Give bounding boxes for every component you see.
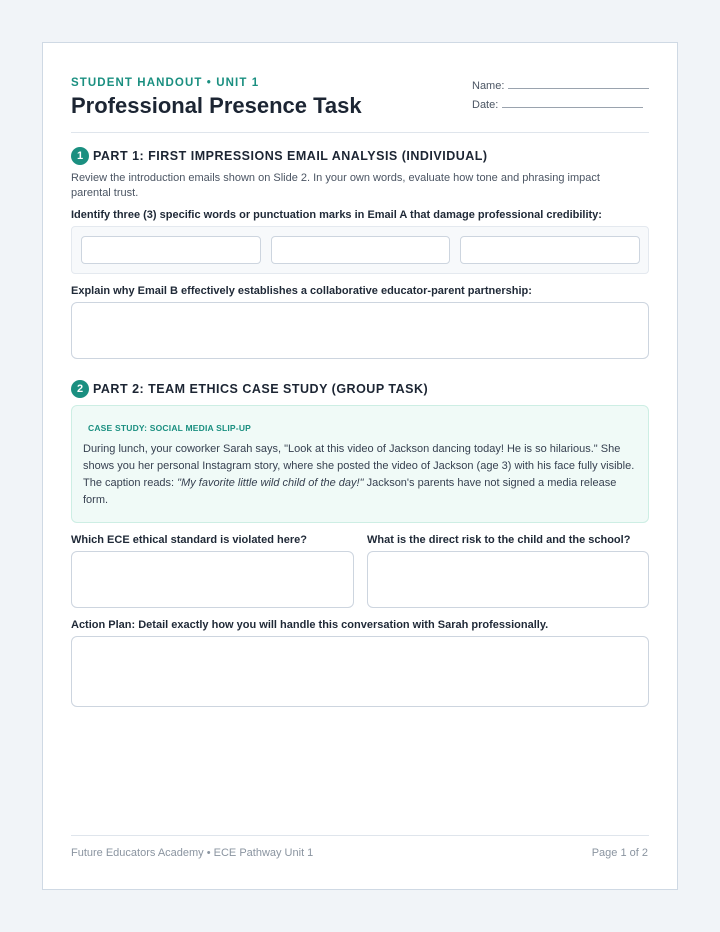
date-line[interactable] [502, 107, 643, 108]
case-study-text [83, 441, 639, 509]
page-title: Professional Presence Task [71, 93, 362, 118]
part2-number-badge: 2 [71, 380, 89, 398]
question-action-plan: Action Plan: Detail exactly how you will handle this conversation with Sarah professionally. [71, 619, 549, 631]
part1-intro: Review the introduction emails shown on Slide 2. In your own words, evaluate how tone and phrasing impact parental trust. [71, 172, 600, 199]
part1-number-badge: 1 [71, 147, 89, 165]
handout-kicker: STUDENT HANDOUT • UNIT 1 [71, 77, 260, 89]
name-field[interactable] [472, 80, 649, 92]
part1-heading [71, 147, 488, 165]
word-answer-3[interactable] [460, 236, 640, 264]
part1-question-words: Identify three (3) specific words or punctuation marks in Email A that damage professional credibility: [71, 209, 602, 221]
part1-question-email-b: Explain why Email B effectively establishes a collaborative educator-parent partnership: [71, 285, 532, 297]
direct-risk-answer-box[interactable] [367, 551, 649, 608]
case-study-label: CASE STUDY: SOCIAL MEDIA SLIP-UP [88, 423, 252, 433]
footer-divider [71, 835, 649, 836]
handout-page [42, 42, 678, 890]
question-direct-risk: What is the direct risk to the child and the school? [367, 534, 631, 546]
action-plan-answer-box[interactable] [71, 636, 649, 707]
header-divider [71, 132, 649, 133]
name-line[interactable] [508, 88, 649, 89]
email-b-answer-box[interactable] [71, 302, 649, 359]
case-text-part-2: Jackson's parents have not signed a media release form. [83, 477, 617, 506]
question-ethical-standard: Which ECE ethical standard is violated here? [71, 534, 307, 546]
part2-heading-text: PART 2: TEAM ETHICS CASE STUDY (GROUP TASK) [93, 382, 429, 396]
case-text-part-1: During lunch, your coworker Sarah says, "Look at this video of Jackson dancing today! He is so hilarious." She shows you her personal Instagram story, where she posted the video of Jackson (age 3) with his face fully visible. The caption reads: [83, 443, 635, 489]
word-answer-1[interactable] [81, 236, 261, 264]
part2-heading [71, 380, 428, 398]
case-caption: "My favorite little wild child of the day!" [177, 477, 364, 489]
date-label: Date: [472, 99, 499, 111]
footer-page-number: Page 1 of 2 [591, 847, 648, 859]
date-field[interactable] [472, 99, 643, 111]
part1-heading-text: PART 1: FIRST IMPRESSIONS EMAIL ANALYSIS (INDIVIDUAL) [93, 149, 488, 163]
case-study-panel [71, 405, 649, 523]
ethical-standard-answer-box[interactable] [71, 551, 354, 608]
name-label: Name: [472, 80, 505, 92]
footer-course: Future Educators Academy • ECE Pathway Unit 1 [71, 847, 314, 859]
word-answer-2[interactable] [271, 236, 450, 264]
